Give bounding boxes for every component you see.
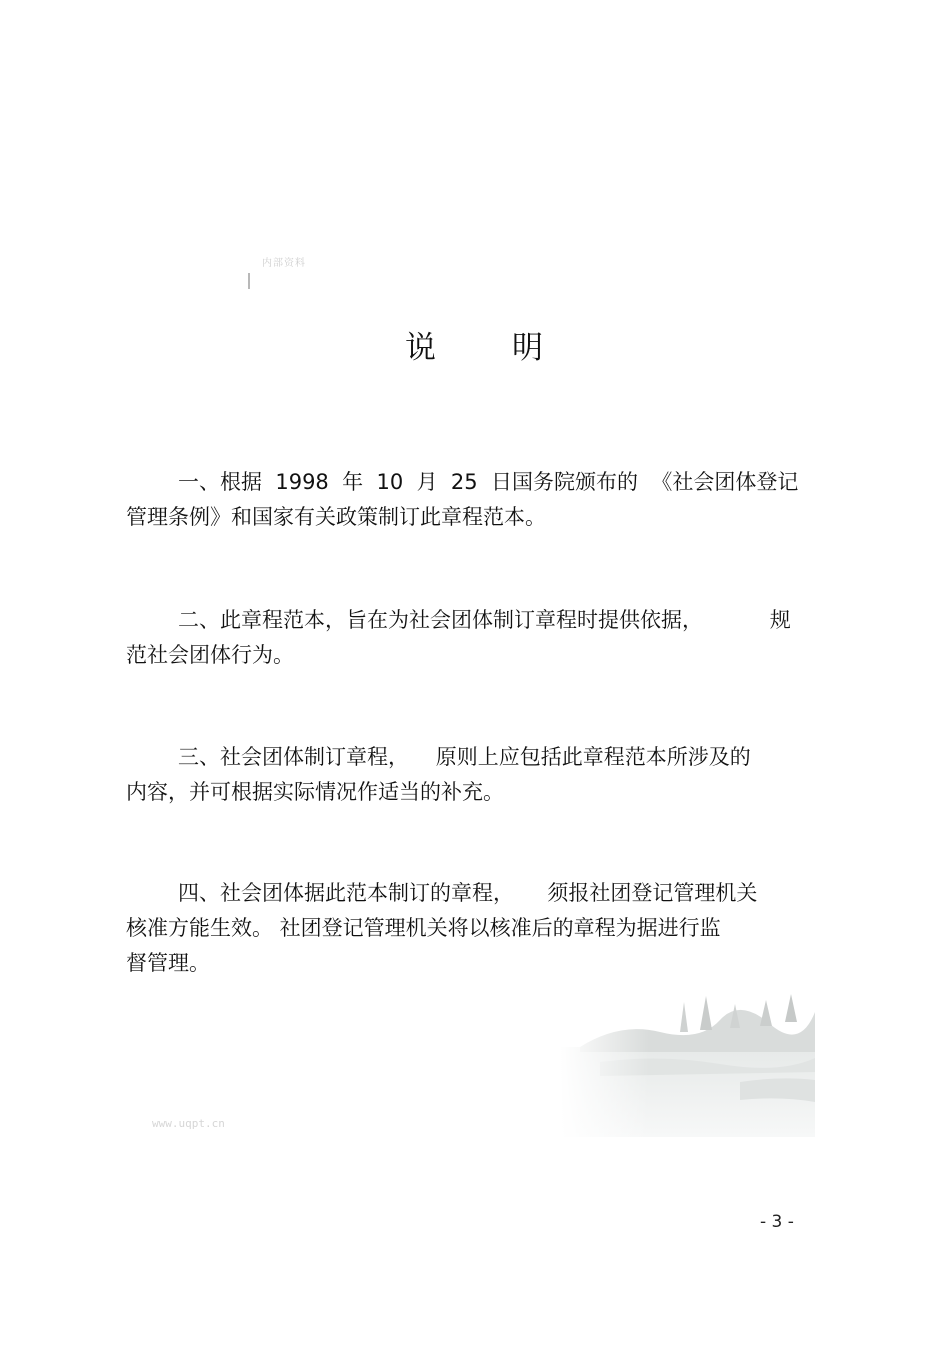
title-char-1: 说: [405, 330, 438, 366]
paragraph-1: [126, 465, 826, 535]
paragraph-3-line-1: 三、社会团体制订章程， 原则上应包括此章程范本所涉及的: [178, 745, 751, 769]
paragraph-2: [126, 603, 826, 673]
paragraph-4-line-3: 督管理。: [126, 951, 210, 975]
watermark-url: www.uqpt.cn: [152, 1117, 225, 1130]
page-title: [0, 322, 950, 367]
header-watermark-text: 内部资料: [262, 258, 306, 269]
paragraph-3-line-2: 内容，并可根据实际情况作适当的补充。: [126, 780, 504, 804]
paragraph-4-line-2: 核准方能生效。 社团登记管理机关将以核准后的章程为据进行监: [126, 916, 721, 940]
header-margin-mark: [248, 273, 250, 289]
page-number: - 3 -: [760, 1212, 794, 1232]
paragraph-1-line-2: 管理条例》和国家有关政策制订此章程范本。: [126, 505, 546, 529]
title-char-2: 明: [512, 330, 545, 366]
paragraph-2-line-2: 范社会团体行为。: [126, 643, 294, 667]
paragraph-1-line-1: 一、根据 1998 年 10 月 25 日国务院颁布的 《社会团体登记: [178, 470, 799, 494]
paragraph-2-line-1: 二、此章程范本，旨在为社会团体制订章程时提供依据， 规: [178, 608, 791, 632]
paragraph-4-line-1: 四、社会团体据此范本制订的章程， 须报社团登记管理机关: [178, 881, 758, 905]
paragraph-3: [126, 740, 826, 810]
paragraph-4: [126, 876, 826, 981]
landscape-watermark-image: [560, 992, 815, 1137]
